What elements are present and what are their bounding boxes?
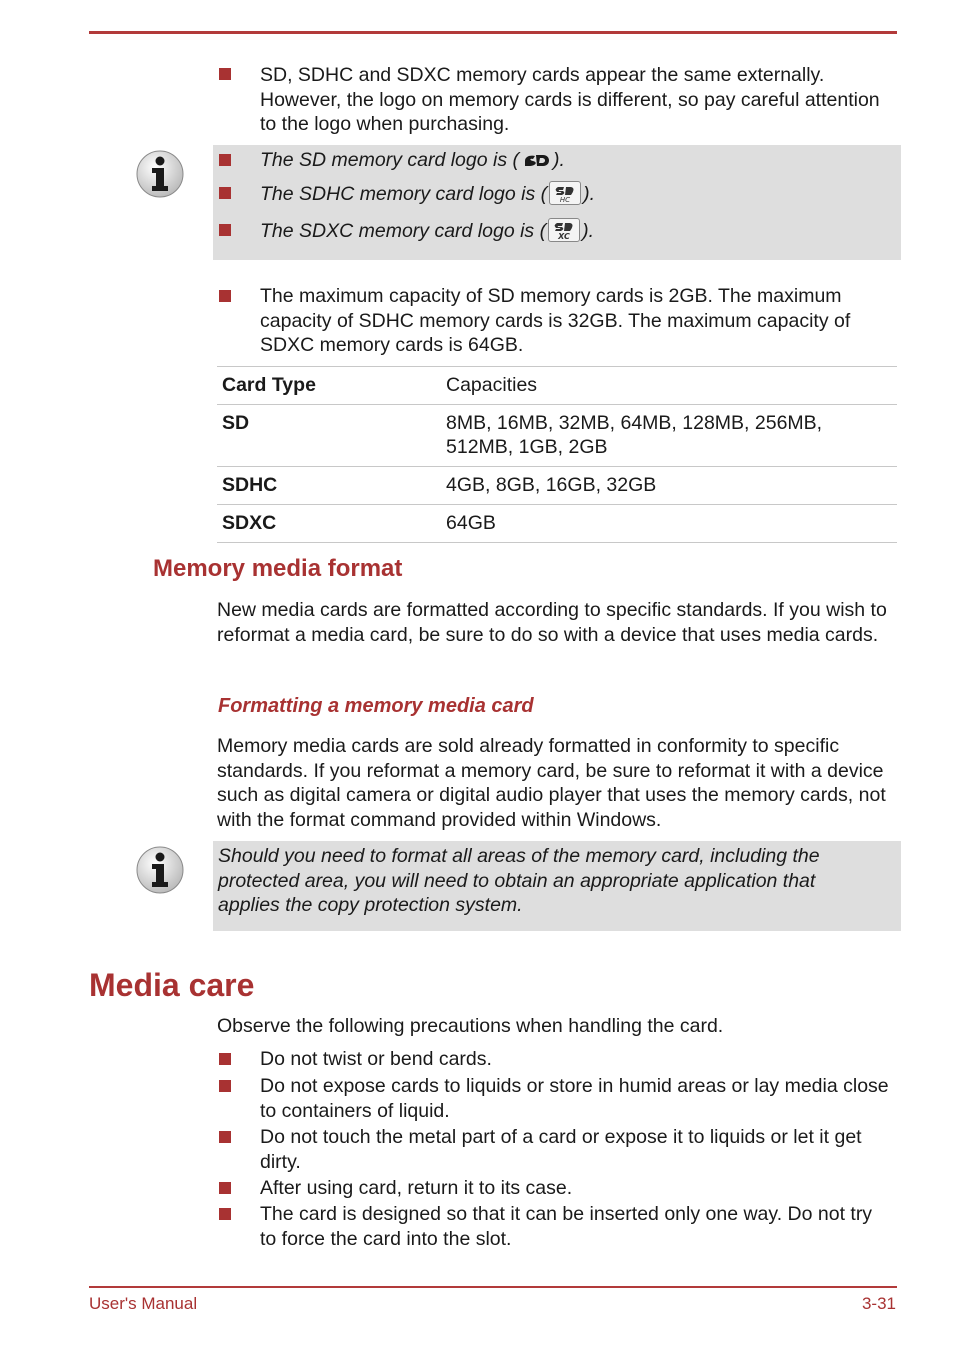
- note-item-sd: [260, 148, 565, 173]
- bullet-marker: [219, 154, 231, 166]
- bullet-marker: [219, 1080, 231, 1092]
- svg-text:HC: HC: [560, 195, 571, 204]
- table-cell: SD: [217, 405, 441, 467]
- note-item-text: ).: [583, 183, 596, 205]
- subsection-heading: Formatting a memory media card: [218, 695, 534, 717]
- note-item-text: ).: [553, 149, 565, 171]
- note-item-sdhc: [260, 182, 595, 207]
- note-item-sdxc: [260, 219, 594, 244]
- table-header-cell: Capacities: [441, 367, 897, 405]
- list-item: The card is designed so that it can be inserted only one way. Do not try to force the card into the slot.: [260, 1203, 873, 1250]
- list-item: After using card, return it to its case.: [260, 1177, 573, 1199]
- table-cell: 8MB, 16MB, 32MB, 64MB, 128MB, 256MB, 512MB, 1GB, 2GB: [441, 405, 897, 467]
- sdxc-logo-icon: [548, 218, 580, 242]
- sdhc-logo-icon: [549, 181, 581, 205]
- sd-logo-icon: [521, 148, 551, 170]
- table-cell: 64GB: [441, 505, 897, 543]
- section-paragraph: New media cards are formatted according to specific standards. If you wish to reformat a media card, be sure to do so with a device that uses media cards.: [217, 599, 887, 646]
- note-text: Should you need to format all areas of the memory card, including the protected area, you will need to obtain an appropriate application that applies the copy protection system.: [218, 845, 820, 916]
- bullet-marker: [219, 1208, 231, 1220]
- note-item-text: The SDXC memory card logo is (: [260, 220, 547, 242]
- page-section-title: Media care: [89, 967, 255, 1003]
- bullet-marker: [219, 1131, 231, 1143]
- info-icon: [136, 150, 184, 198]
- capacity-table: [217, 366, 897, 543]
- list-item: Do not twist or bend cards.: [260, 1048, 492, 1070]
- footer-manual-label: User's Manual: [89, 1294, 198, 1313]
- table-header-row: [217, 367, 897, 405]
- list-item: Do not touch the metal part of a card or expose it to liquids or let it get dirty.: [260, 1126, 862, 1173]
- footer-page-number: 3-31: [861, 1294, 896, 1313]
- bullet-marker: [219, 224, 231, 236]
- list-item: Do not expose cards to liquids or store in humid areas or lay media close to containers of liquid.: [260, 1075, 889, 1122]
- table-cell: SDHC: [217, 467, 441, 505]
- bullet-marker: [219, 187, 231, 199]
- table-cell: 4GB, 8GB, 16GB, 32GB: [441, 467, 897, 505]
- note-item-text: The SD memory card logo is (: [260, 149, 519, 171]
- table-header-cell: Card Type: [217, 367, 441, 405]
- bullet-marker: [219, 1053, 231, 1065]
- info-icon: [136, 846, 184, 894]
- bullet-marker: [219, 290, 231, 302]
- bullet-marker: [219, 1182, 231, 1194]
- table-row: [217, 405, 897, 467]
- table-row: [217, 505, 897, 543]
- table-cell: SDXC: [217, 505, 441, 543]
- section-heading: Memory media format: [153, 555, 403, 582]
- table-row: [217, 467, 897, 505]
- bullet-marker: [219, 68, 231, 80]
- footer-rule: [89, 1286, 897, 1288]
- svg-text:XC: XC: [558, 231, 570, 241]
- capacity-text: The maximum capacity of SD memory cards is 2GB. The maximum capacity of SDHC memory cards is 32GB. The maximum capacity of SDXC memory cards is 64GB.: [260, 285, 851, 356]
- bullet-text: SD, SDHC and SDXC memory cards appear the same externally. However, the logo on memory cards is different, so pay careful attention to the logo when purchasing.: [260, 64, 880, 135]
- section-paragraph: Memory media cards are sold already formatted in conformity to specific standards. If you reformat a memory card, be sure to reformat it with a device such as digital camera or digital audio player that uses the memory cards, not with the format command provided within Windows.: [217, 735, 886, 831]
- header-rule: [89, 31, 897, 34]
- note-item-text: The SDHC memory card logo is (: [260, 183, 548, 205]
- section-intro: Observe the following precautions when handling the card.: [217, 1015, 724, 1037]
- note-item-text: ).: [582, 220, 595, 242]
